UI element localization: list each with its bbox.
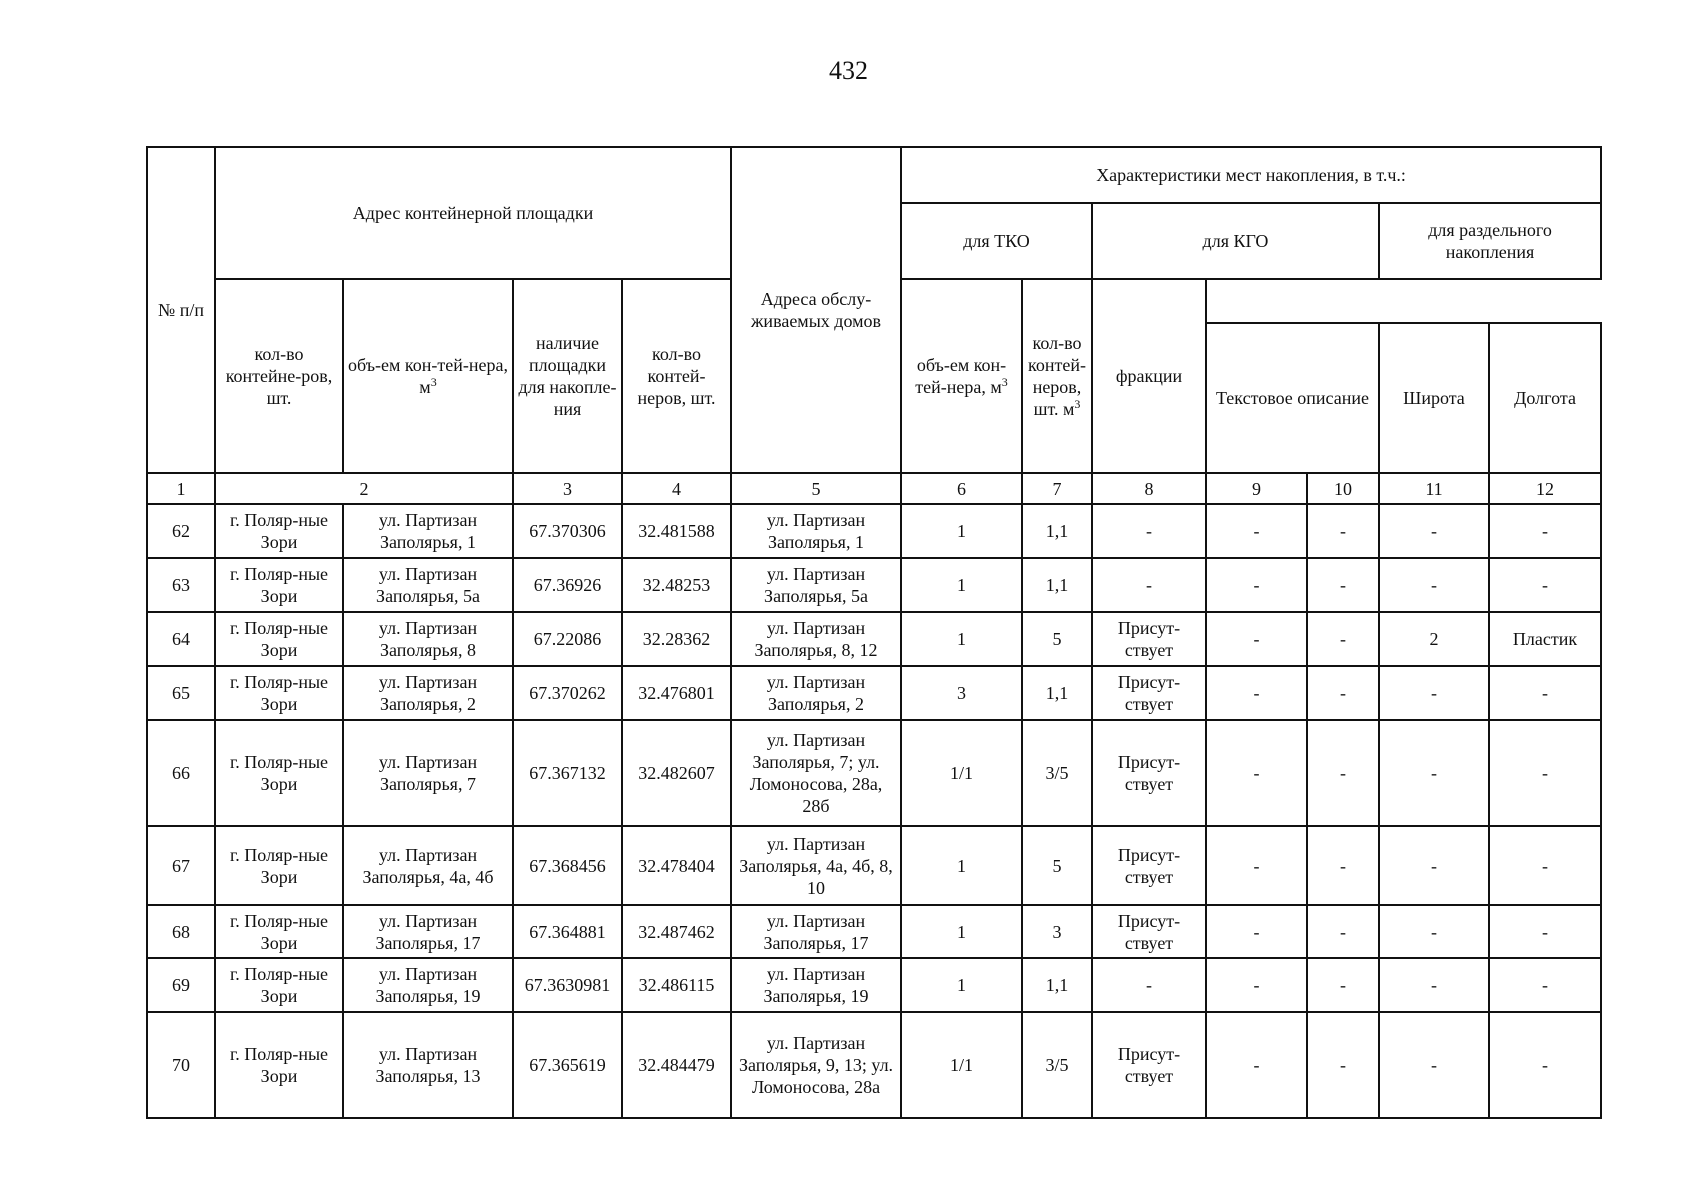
cell-c11: - <box>1379 558 1489 612</box>
col-index: 8 <box>1092 473 1206 504</box>
col-index: 5 <box>731 473 901 504</box>
container-sites-table <box>146 146 1602 1119</box>
cell-c7: 3/5 <box>1022 1012 1092 1118</box>
cell-c12: - <box>1489 558 1601 612</box>
cell-street: ул. Партизан Заполярья, 19 <box>343 958 513 1012</box>
cell-lon: 32.487462 <box>622 905 731 958</box>
header-served-houses: Адреса обслу-живаемых домов <box>731 147 901 473</box>
cell-num: 67 <box>147 826 215 905</box>
cell-c6: 1 <box>901 905 1022 958</box>
cell-c7: 1,1 <box>1022 958 1092 1012</box>
cell-lon: 32.28362 <box>622 612 731 666</box>
cell-num: 69 <box>147 958 215 1012</box>
cell-num: 66 <box>147 720 215 826</box>
cell-c7: 1,1 <box>1022 558 1092 612</box>
header-address-group: Адрес контейнерной площадки <box>215 147 731 279</box>
cell-c12: - <box>1489 826 1601 905</box>
cell-c11: - <box>1379 826 1489 905</box>
cell-c12: - <box>1489 1012 1601 1118</box>
col-index: 12 <box>1489 473 1601 504</box>
header-c12: фракции <box>1092 279 1206 473</box>
cell-c8: - <box>1092 504 1206 558</box>
cell-c8: Присут-ствует <box>1092 905 1206 958</box>
header-longitude: Долгота <box>1489 323 1601 473</box>
cell-c11: - <box>1379 720 1489 826</box>
cell-lon: 32.486115 <box>622 958 731 1012</box>
cell-c11: - <box>1379 504 1489 558</box>
header-tko: для ТКО <box>901 203 1092 279</box>
header-c7: объ-ем кон-тей-нера, $м^3$ <box>343 279 513 473</box>
cell-c9: - <box>1206 558 1307 612</box>
cell-c8: - <box>1092 558 1206 612</box>
cell-street: ул. Партизан Заполярья, 5а <box>343 558 513 612</box>
cell-houses: ул. Партизан Заполярья, 19 <box>731 958 901 1012</box>
cell-c6: 1/1 <box>901 720 1022 826</box>
cell-c9: - <box>1206 905 1307 958</box>
header-c9: кол-во контей-неров, шт. <box>622 279 731 473</box>
cell-c7: 3 <box>1022 905 1092 958</box>
cell-lon: 32.482607 <box>622 720 731 826</box>
header-c11: кол-во контей-неров, шт. $м^3$ <box>1022 279 1092 473</box>
cell-lat: 67.370306 <box>513 504 622 558</box>
cell-city: г. Поляр-ные Зори <box>215 558 343 612</box>
header-kgo: для КГО <box>1092 203 1379 279</box>
col-index: 10 <box>1307 473 1379 504</box>
cell-lat: 67.364881 <box>513 905 622 958</box>
cell-street: ул. Партизан Заполярья, 4а, 4б <box>343 826 513 905</box>
cell-c9: - <box>1206 958 1307 1012</box>
cell-c12: - <box>1489 958 1601 1012</box>
col-index: 1 <box>147 473 215 504</box>
column-index-row <box>147 473 1601 504</box>
cell-c10: - <box>1307 504 1379 558</box>
col-index: 3 <box>513 473 622 504</box>
cell-city: г. Поляр-ные Зори <box>215 905 343 958</box>
cell-c11: - <box>1379 958 1489 1012</box>
cell-c8: Присут-ствует <box>1092 720 1206 826</box>
table-row <box>147 826 1601 905</box>
cell-c12: - <box>1489 905 1601 958</box>
table-row <box>147 905 1601 958</box>
cell-city: г. Поляр-ные Зори <box>215 958 343 1012</box>
header-c6: кол-во контейне-ров, шт. <box>215 279 343 473</box>
header-text-desc: Текстовое описание <box>1206 323 1379 473</box>
cell-c6: 1 <box>901 504 1022 558</box>
cell-houses: ул. Партизан Заполярья, 2 <box>731 666 901 720</box>
cell-houses: ул. Партизан Заполярья, 5а <box>731 558 901 612</box>
cell-c9: - <box>1206 826 1307 905</box>
cell-lon: 32.48253 <box>622 558 731 612</box>
cell-houses: ул. Партизан Заполярья, 9, 13; ул. Ломоносова, 28а <box>731 1012 901 1118</box>
cell-c12: - <box>1489 720 1601 826</box>
cell-city: г. Поляр-ные Зори <box>215 1012 343 1118</box>
header-c8: наличие площадки для накопле-ния <box>513 279 622 473</box>
cell-c10: - <box>1307 612 1379 666</box>
cell-c7: 1,1 <box>1022 504 1092 558</box>
cell-num: 64 <box>147 612 215 666</box>
cell-street: ул. Партизан Заполярья, 8 <box>343 612 513 666</box>
page-number: 432 <box>829 56 868 85</box>
cell-houses: ул. Партизан Заполярья, 17 <box>731 905 901 958</box>
col-index: 2 <box>215 473 513 504</box>
cell-city: г. Поляр-ные Зори <box>215 504 343 558</box>
cell-street: ул. Партизан Заполярья, 2 <box>343 666 513 720</box>
cell-c10: - <box>1307 826 1379 905</box>
cell-city: г. Поляр-ные Зори <box>215 826 343 905</box>
cell-c9: - <box>1206 612 1307 666</box>
cell-c7: 5 <box>1022 826 1092 905</box>
cell-lat: 67.367132 <box>513 720 622 826</box>
cell-street: ул. Партизан Заполярья, 1 <box>343 504 513 558</box>
cell-c12: Пластик <box>1489 612 1601 666</box>
table-row <box>147 720 1601 826</box>
cell-lat: 67.365619 <box>513 1012 622 1118</box>
cell-houses: ул. Партизан Заполярья, 1 <box>731 504 901 558</box>
cell-houses: ул. Партизан Заполярья, 4а, 4б, 8, 10 <box>731 826 901 905</box>
col-index: 4 <box>622 473 731 504</box>
header-characteristics: Характеристики мест накопления, в т.ч.: <box>901 147 1601 203</box>
header-separate: для раздельного накопления <box>1379 203 1601 279</box>
cell-houses: ул. Партизан Заполярья, 7; ул. Ломоносова, 28а, 28б <box>731 720 901 826</box>
cell-c10: - <box>1307 905 1379 958</box>
table-row <box>147 1012 1601 1118</box>
cell-num: 70 <box>147 1012 215 1118</box>
cell-c7: 1,1 <box>1022 666 1092 720</box>
cell-num: 68 <box>147 905 215 958</box>
table-row <box>147 958 1601 1012</box>
cell-c6: 1 <box>901 612 1022 666</box>
header-num: № п/п <box>147 147 215 473</box>
cell-lat: 67.36926 <box>513 558 622 612</box>
cell-c10: - <box>1307 558 1379 612</box>
cell-c9: - <box>1206 666 1307 720</box>
cell-lon: 32.481588 <box>622 504 731 558</box>
header-latitude: Широта <box>1379 323 1489 473</box>
cell-num: 63 <box>147 558 215 612</box>
cell-c6: 1/1 <box>901 1012 1022 1118</box>
cell-street: ул. Партизан Заполярья, 17 <box>343 905 513 958</box>
cell-c10: - <box>1307 1012 1379 1118</box>
cell-c9: - <box>1206 720 1307 826</box>
cell-lon: 32.484479 <box>622 1012 731 1118</box>
cell-c10: - <box>1307 720 1379 826</box>
header-c10: объ-ем кон-тей-нера, $м^3$ <box>901 279 1022 473</box>
cell-city: г. Поляр-ные Зори <box>215 612 343 666</box>
cell-c11: - <box>1379 666 1489 720</box>
cell-c9: - <box>1206 504 1307 558</box>
cell-c11: - <box>1379 1012 1489 1118</box>
cell-lon: 32.476801 <box>622 666 731 720</box>
cell-c6: 1 <box>901 958 1022 1012</box>
cell-c9: - <box>1206 1012 1307 1118</box>
cell-c8: Присут-ствует <box>1092 826 1206 905</box>
cell-lon: 32.478404 <box>622 826 731 905</box>
cell-lat: 67.3630981 <box>513 958 622 1012</box>
cell-houses: ул. Партизан Заполярья, 8, 12 <box>731 612 901 666</box>
cell-c8: - <box>1092 958 1206 1012</box>
col-index: 6 <box>901 473 1022 504</box>
cell-c11: - <box>1379 905 1489 958</box>
cell-street: ул. Партизан Заполярья, 13 <box>343 1012 513 1118</box>
cell-c10: - <box>1307 666 1379 720</box>
table-row <box>147 504 1601 558</box>
cell-lat: 67.370262 <box>513 666 622 720</box>
col-index: 11 <box>1379 473 1489 504</box>
cell-num: 65 <box>147 666 215 720</box>
table-row <box>147 666 1601 720</box>
cell-street: ул. Партизан Заполярья, 7 <box>343 720 513 826</box>
cell-city: г. Поляр-ные Зори <box>215 666 343 720</box>
cell-c7: 3/5 <box>1022 720 1092 826</box>
table-row <box>147 612 1601 666</box>
cell-num: 62 <box>147 504 215 558</box>
cell-c12: - <box>1489 666 1601 720</box>
cell-c7: 5 <box>1022 612 1092 666</box>
cell-lat: 67.22086 <box>513 612 622 666</box>
col-index: 7 <box>1022 473 1092 504</box>
cell-c8: Присут-ствует <box>1092 612 1206 666</box>
cell-c6: 3 <box>901 666 1022 720</box>
cell-c12: - <box>1489 504 1601 558</box>
col-index: 9 <box>1206 473 1307 504</box>
cell-c8: Присут-ствует <box>1092 666 1206 720</box>
cell-c8: Присут-ствует <box>1092 1012 1206 1118</box>
cell-c6: 1 <box>901 558 1022 612</box>
cell-lat: 67.368456 <box>513 826 622 905</box>
cell-c6: 1 <box>901 826 1022 905</box>
cell-c11: 2 <box>1379 612 1489 666</box>
table-row <box>147 558 1601 612</box>
cell-c10: - <box>1307 958 1379 1012</box>
cell-city: г. Поляр-ные Зори <box>215 720 343 826</box>
